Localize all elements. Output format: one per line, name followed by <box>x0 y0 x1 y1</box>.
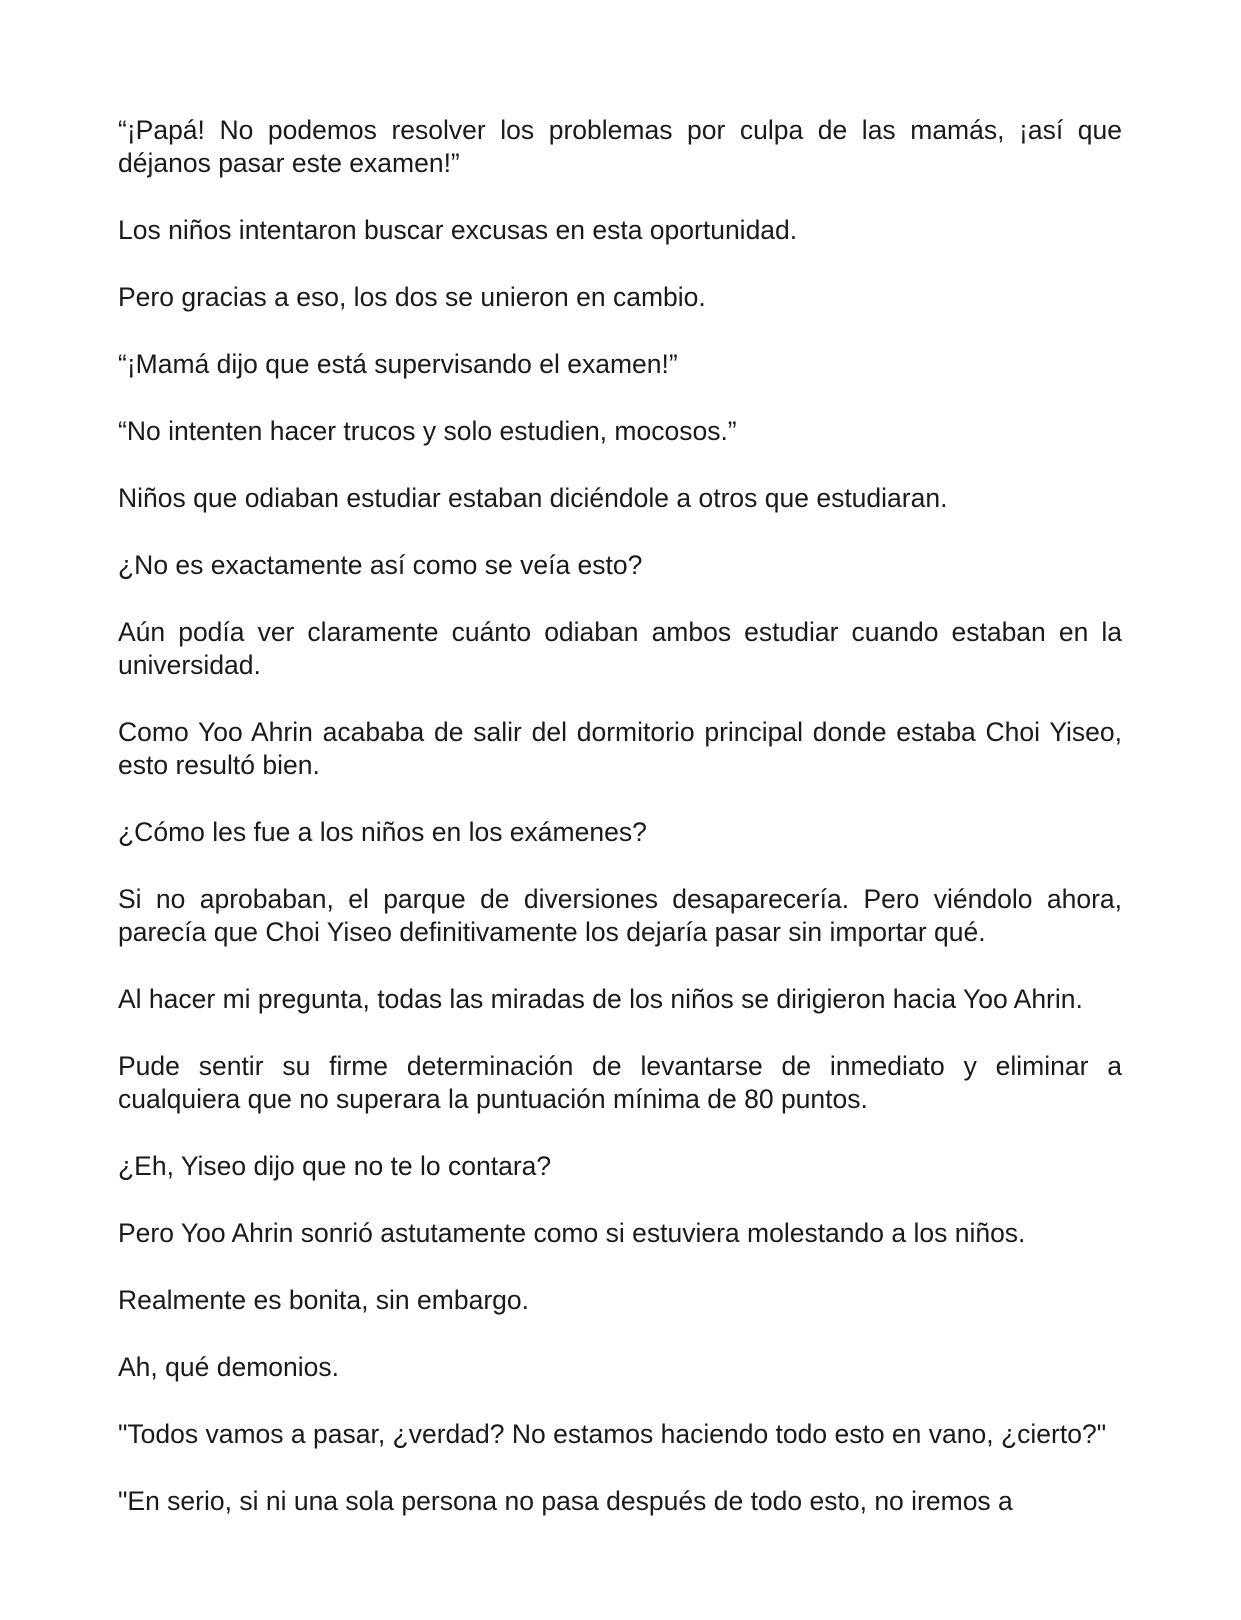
paragraph: Pero Yoo Ahrin sonrió astutamente como si estuviera molestando a los niños. <box>118 1218 1026 1248</box>
paragraph: Como Yoo Ahrin acababa de salir del dormitorio principal donde estaba Choi Yiseo, esto resultó bien. <box>118 717 1122 780</box>
body-text <box>118 114 1122 1552</box>
paragraph: ¿No es exactamente así como se veía esto? <box>118 550 643 580</box>
paragraph: Pero gracias a eso, los dos se unieron en cambio. <box>118 282 706 312</box>
paragraph: Aún podía ver claramente cuánto odiaban ambos estudiar cuando estaban en la universidad. <box>118 617 1122 680</box>
paragraph: Al hacer mi pregunta, todas las miradas de los niños se dirigieron hacia Yoo Ahrin. <box>118 984 1083 1014</box>
paragraph: Ah, qué demonios. <box>118 1352 339 1382</box>
paragraph: ¿Eh, Yiseo dijo que no te lo contara? <box>118 1151 552 1181</box>
paragraph: Si no aprobaban, el parque de diversiones desaparecería. Pero viéndolo ahora, parecía que Choi Yiseo definitivamente los dejaría pasar sin importar qué. <box>118 884 1122 947</box>
paragraph: Realmente es bonita, sin embargo. <box>118 1285 529 1315</box>
paragraph: "Todos vamos a pasar, ¿verdad? No estamos haciendo todo esto en vano, ¿cierto?" <box>118 1419 1107 1449</box>
paragraph: “¡Papá! No podemos resolver los problemas por culpa de las mamás, ¡así que déjanos pasar este examen!” <box>118 115 1122 178</box>
paragraph: "En serio, si ni una sola persona no pasa después de todo esto, no iremos a <box>118 1486 1013 1516</box>
paragraph: Niños que odiaban estudiar estaban diciéndole a otros que estudiaran. <box>118 483 948 513</box>
paragraph: “No intenten hacer trucos y solo estudien, mocosos.” <box>118 416 737 446</box>
paragraph: Pude sentir su firme determinación de levantarse de inmediato y eliminar a cualquiera que no superara la puntuación mínima de 80 puntos. <box>118 1051 1122 1114</box>
paragraph: Los niños intentaron buscar excusas en esta oportunidad. <box>118 215 798 245</box>
paragraph: ¿Cómo les fue a los niños en los exámenes? <box>118 817 647 847</box>
paragraph: “¡Mamá dijo que está supervisando el examen!” <box>118 349 678 379</box>
